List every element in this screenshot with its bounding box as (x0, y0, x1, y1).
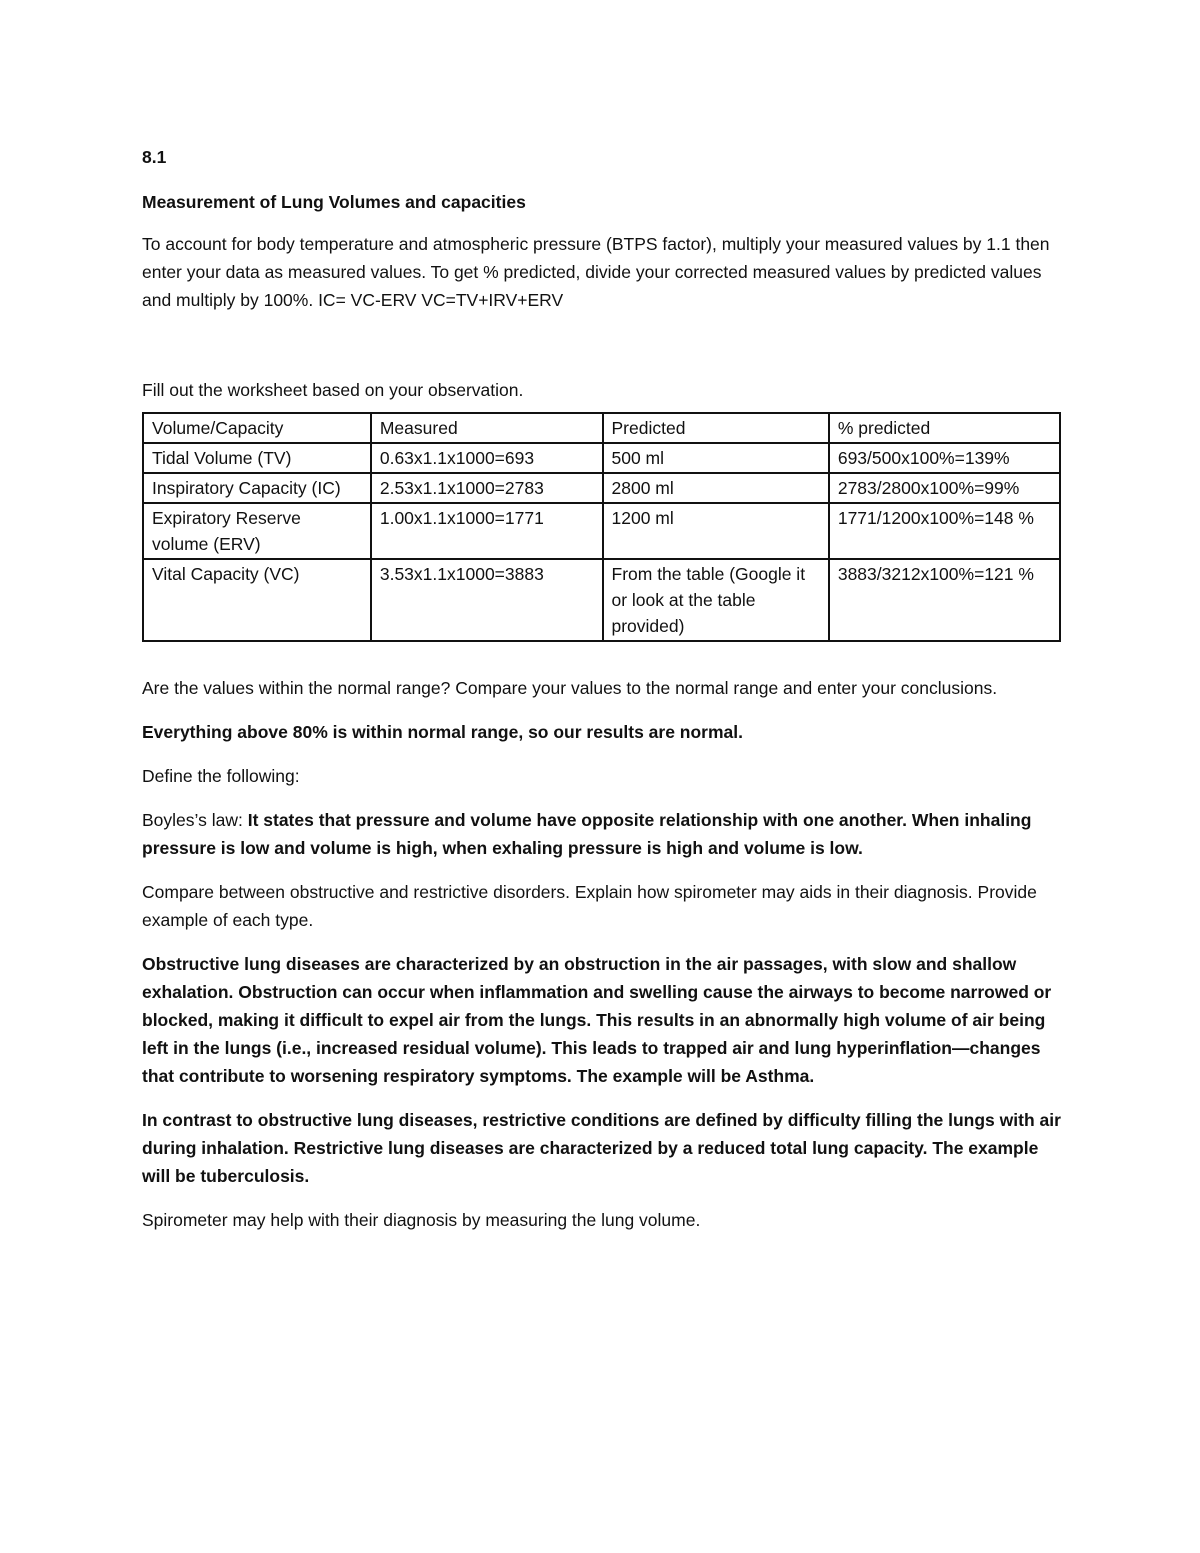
table-cell: Inspiratory Capacity (IC) (143, 473, 371, 503)
table-cell: 500 ml (603, 443, 829, 473)
table-row (143, 473, 1060, 503)
compare-question: Compare between obstructive and restrictive disorders. Explain how spirometer may aids in their diagnosis. Provide example of each type. (142, 882, 1037, 930)
define-prompt: Define the following: (142, 766, 300, 786)
table-cell: 693/500x100%=139% (829, 443, 1060, 473)
normal-range-question: Are the values within the normal range? Compare your values to the normal range and enter your conclusions. (142, 678, 998, 698)
obstructive-answer: Obstructive lung diseases are characterized by an obstruction in the air passages, with slow and shallow exhalation. Obstruction can occur when inflammation and swelling cause the airways to become narrowed or blocked, making it difficult to expel air from the lungs. This results in an abnormally high volume of air being left in the lungs (i.e., increased residual volume). This leads to trapped air and lung hyperinflation—changes that contribute to worsening respiratory symptoms. The example will be Asthma. (142, 954, 1052, 1086)
table-row (143, 443, 1060, 473)
table-row (143, 559, 1060, 641)
header-cell-predicted: Predicted (603, 413, 829, 443)
spirometer-answer: Spirometer may help with their diagnosis by measuring the lung volume. (142, 1210, 701, 1230)
boyles-law-label: Boyles’s law: (142, 810, 248, 830)
document-title: Measurement of Lung Volumes and capacities (142, 192, 526, 212)
instructions-paragraph: To account for body temperature and atmospheric pressure (BTPS factor), multiply your measured values by 1.1 then enter your data as measured values. To get % predicted, divide your corrected measured values by predicted values and multiply by 100%. IC= VC-ERV VC=TV+IRV+ERV (142, 234, 1050, 310)
lung-volume-worksheet-table (142, 412, 1061, 642)
restrictive-answer: In contrast to obstructive lung diseases, restrictive conditions are defined by difficulty filling the lungs with air during inhalation. Restrictive lung diseases are characterized by a reduced total lung capacity. The example will be tuberculosis. (142, 1110, 1061, 1186)
table-cell: Vital Capacity (VC) (143, 559, 371, 641)
table-cell: 1200 ml (603, 503, 829, 559)
table-cell: 3.53x1.1x1000=3883 (371, 559, 603, 641)
table-cell: 2800 ml (603, 473, 829, 503)
table-cell: 2783/2800x100%=99% (829, 473, 1060, 503)
document-content (142, 143, 1062, 1250)
table-cell: Expiratory Reserve volume (ERV) (143, 503, 371, 559)
table-cell: 1771/1200x100%=148 % (829, 503, 1060, 559)
table-header-row (143, 413, 1060, 443)
header-cell-volume-capacity: Volume/Capacity (143, 413, 371, 443)
fill-out-prompt: Fill out the worksheet based on your observation. (142, 380, 524, 400)
section-number: 8.1 (142, 147, 167, 167)
table-row (143, 503, 1060, 559)
header-cell-measured: Measured (371, 413, 603, 443)
table-cell: 2.53x1.1x1000=2783 (371, 473, 603, 503)
table-cell: 3883/3212x100%=121 % (829, 559, 1060, 641)
normal-range-answer: Everything above 80% is within normal range, so our results are normal. (142, 722, 744, 742)
boyles-law-paragraph (142, 806, 1062, 862)
table-cell: From the table (Google it or look at the table provided) (603, 559, 829, 641)
boyles-law-answer: It states that pressure and volume have opposite relationship with one another. When inhaling pressure is low and volume is high, when exhaling pressure is high and volume is low. (142, 810, 1032, 858)
table-cell: Tidal Volume (TV) (143, 443, 371, 473)
table-cell: 0.63x1.1x1000=693 (371, 443, 603, 473)
header-cell-percent-predicted: % predicted (829, 413, 1060, 443)
table-cell: 1.00x1.1x1000=1771 (371, 503, 603, 559)
